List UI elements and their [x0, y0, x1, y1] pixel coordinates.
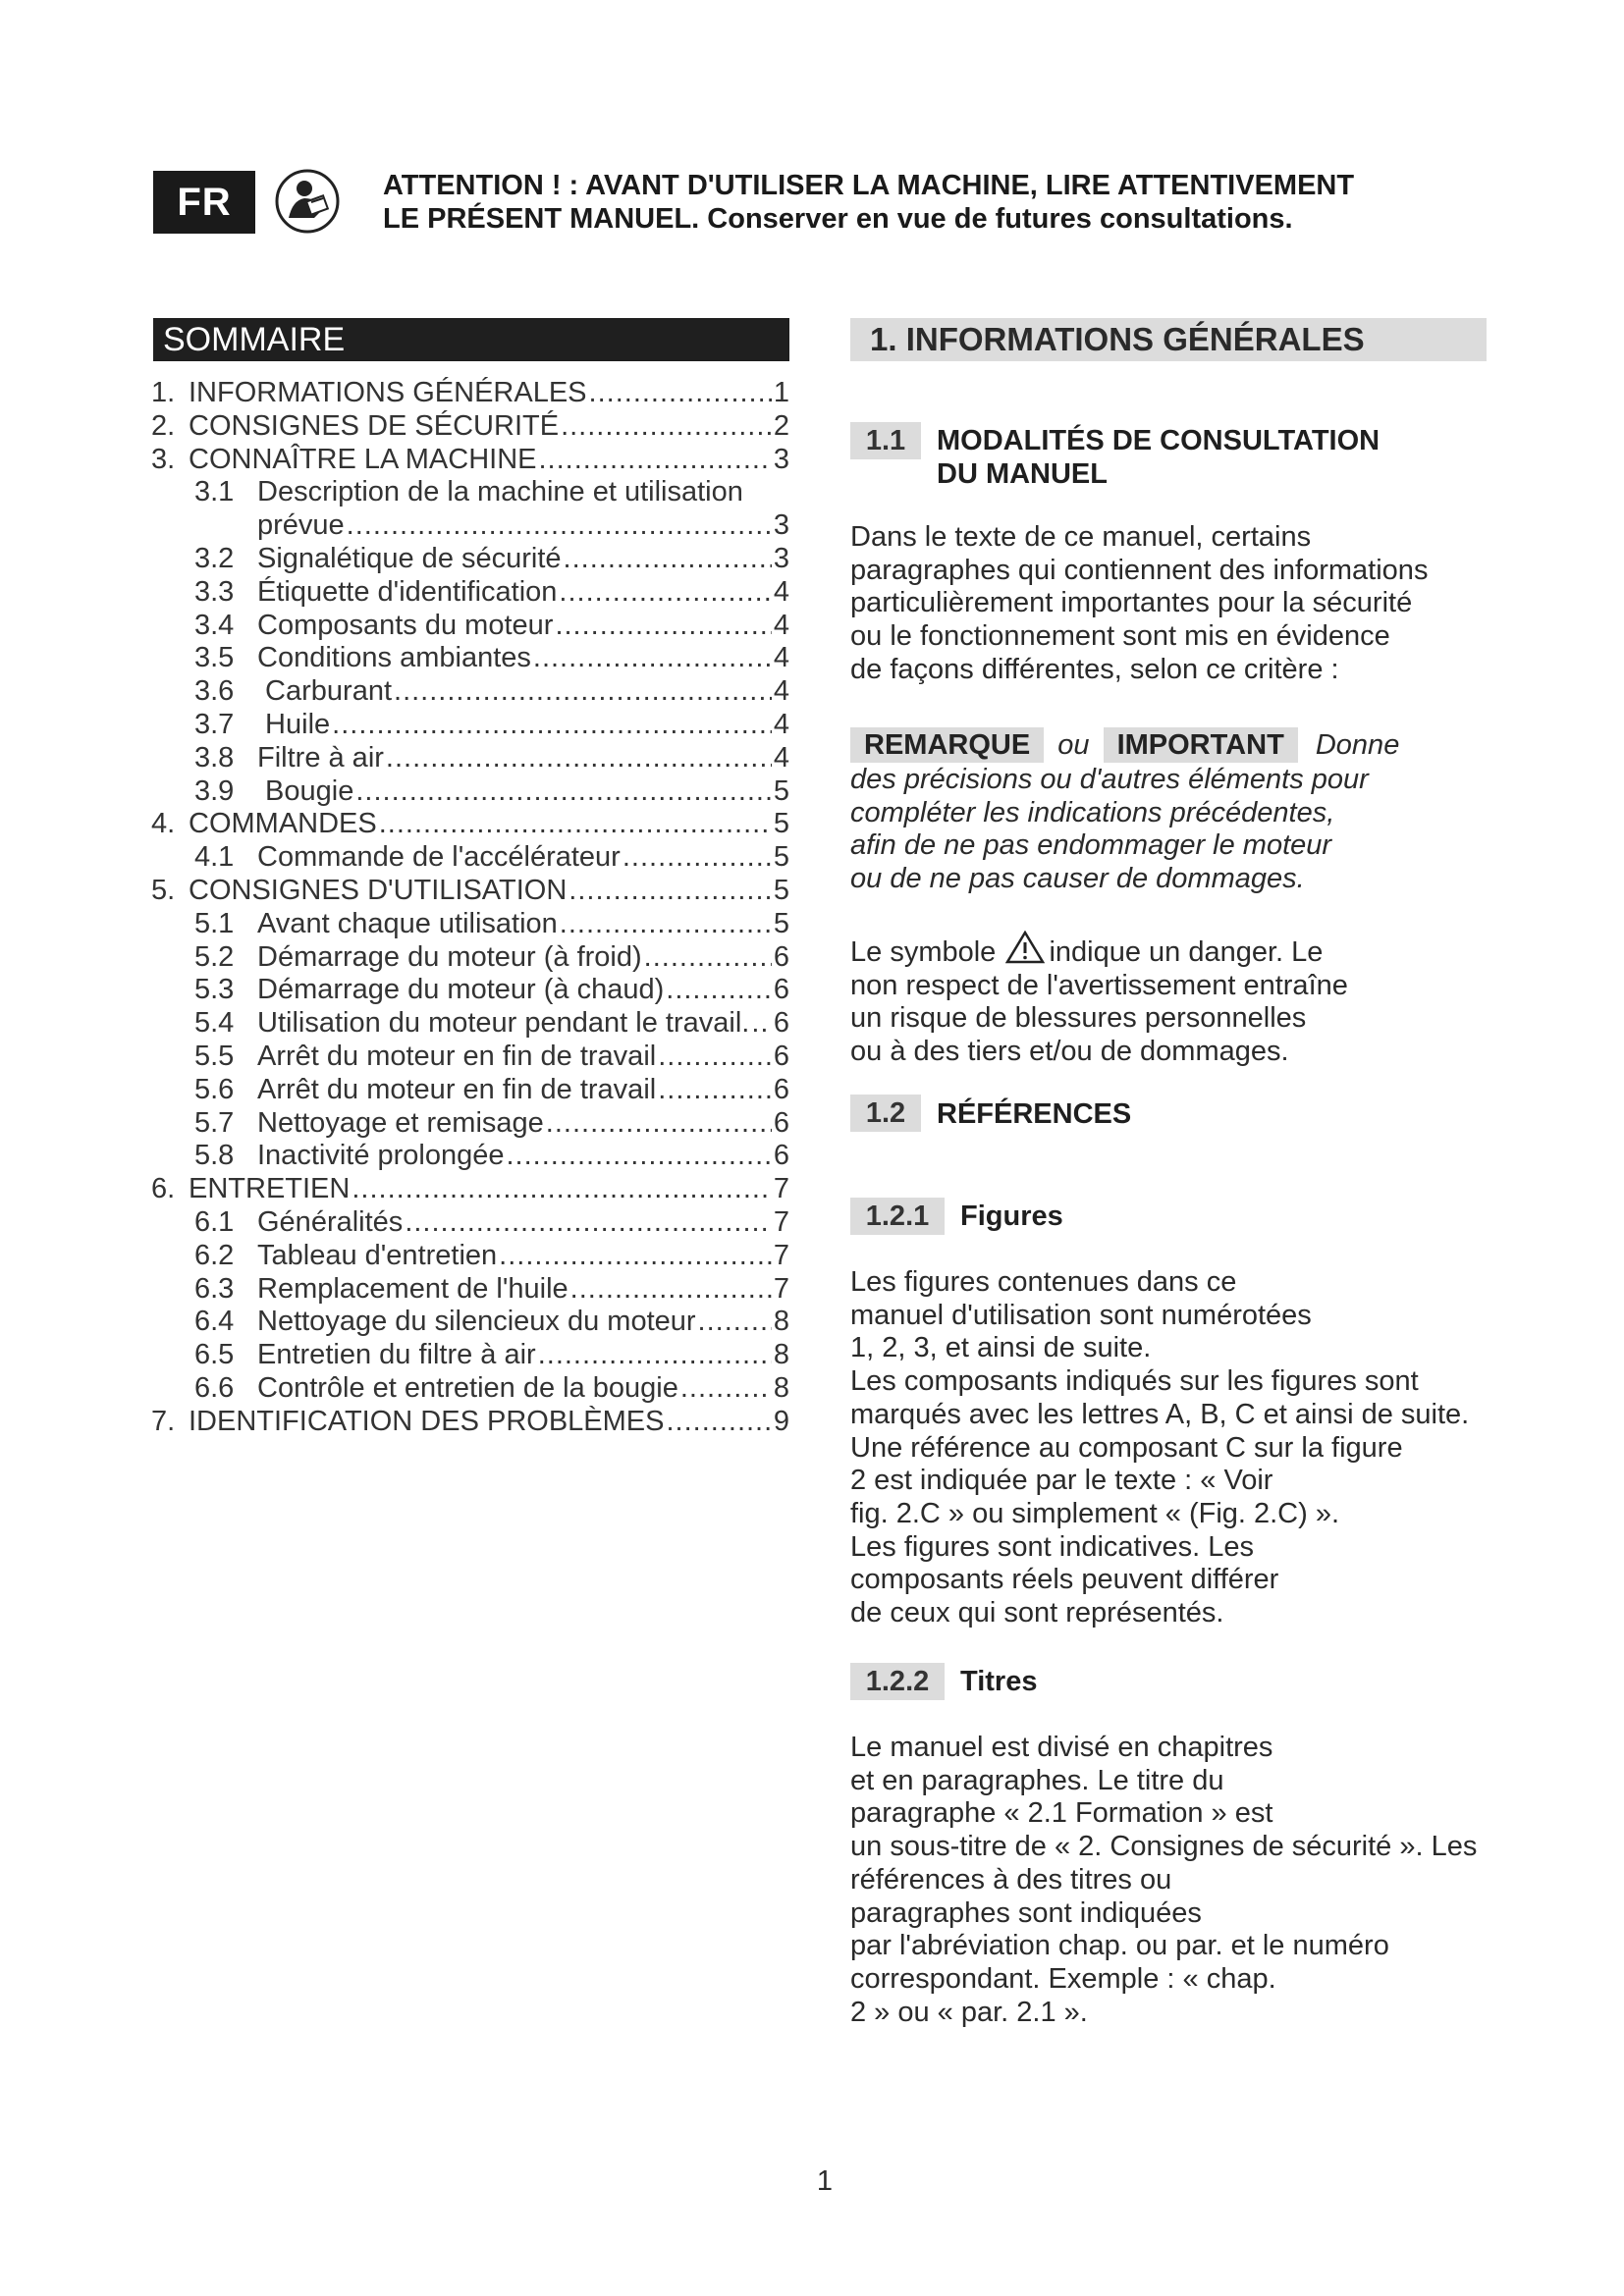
text-line: particulièrement importantes pour la sécurité	[850, 587, 1413, 619]
toc-leader-dots	[751, 1007, 772, 1041]
toc-leader-dots	[533, 642, 772, 675]
section-number: 1.2.2	[850, 1663, 945, 1700]
text-line: marqués avec les lettres A, B, C et ainsi de suite.	[850, 1398, 1470, 1430]
toc-leader-dots	[405, 1206, 772, 1240]
toc-entry-number: 3.3	[194, 575, 235, 608]
safety-warning	[383, 169, 1512, 236]
text-line: Dans le texte de ce manuel, certains	[850, 521, 1312, 553]
toc-entry-page: 4	[773, 675, 789, 708]
toc-entry-title: Démarrage du moteur (à chaud)	[257, 974, 665, 1006]
toc-entry	[151, 675, 789, 709]
toc-leader-dots	[332, 709, 772, 742]
toc-entry-number: 6.3	[194, 1272, 235, 1305]
toc-entry-number: 4.1	[194, 841, 235, 874]
text-line: composants réels peuvent différer	[850, 1564, 1279, 1596]
toc-entry-page: 7	[773, 1239, 789, 1271]
toc-entry	[151, 841, 789, 875]
toc-leader-dots	[623, 841, 772, 875]
toc-leader-dots	[379, 808, 772, 841]
toc-entry-title: Arrêt du moteur en fin de travail	[257, 1073, 657, 1105]
section-number: 1.1	[850, 422, 921, 459]
subsection-title	[937, 424, 1380, 491]
toc-leader-dots	[564, 543, 772, 576]
toc-leader-dots	[666, 974, 772, 1007]
toc-entry-number: 3.4	[194, 609, 235, 641]
toc-entry	[151, 808, 789, 841]
text-line: fig. 2.C » ou simplement « (Fig. 2.C) ».	[850, 1497, 1340, 1529]
toc-entry	[151, 509, 789, 543]
text-line: ou à des tiers et/ou de dommages.	[850, 1036, 1289, 1068]
text-line: afin de ne pas endommager le moteur	[850, 829, 1332, 862]
warning-line: LE PRÉSENT MANUEL. Conserver en vue de futures consultations.	[383, 203, 1293, 235]
toc-entry-number: 6.6	[194, 1371, 235, 1404]
toc-entry-page: 8	[773, 1306, 789, 1338]
toc-entry-page: 8	[773, 1339, 789, 1371]
remarque-tag: REMARQUE	[850, 727, 1044, 763]
toc-entry-number: 3.	[151, 443, 176, 475]
toc-entry-number: 5.2	[194, 940, 235, 973]
text-line: références à des titres ou	[850, 1863, 1172, 1896]
toc-leader-dots	[555, 610, 771, 643]
toc-entry	[151, 908, 789, 941]
toc-entry	[151, 377, 789, 410]
danger-paragraph	[850, 931, 1498, 1069]
text-line: de façons différentes, selon ce critère :	[850, 653, 1339, 685]
toc-entry-page: 2	[773, 409, 789, 442]
toc-entry	[151, 1372, 789, 1406]
page-number: 1	[816, 2165, 834, 2197]
text-line: des précisions ou d'autres éléments pour	[850, 764, 1369, 795]
toc-entry-number: 5.3	[194, 974, 235, 1006]
toc-entry-title: Description de la machine et utilisation	[257, 476, 743, 508]
toc-entry-title: Entretien du filtre à air	[257, 1339, 536, 1371]
toc-entry-number: 5.6	[194, 1073, 235, 1105]
toc-leader-dots	[538, 1339, 772, 1372]
table-of-contents	[151, 377, 789, 1439]
text-line: paragraphes qui contiennent des informations	[850, 554, 1429, 586]
toc-leader-dots	[386, 742, 772, 775]
toc-entry-page: 7	[773, 1205, 789, 1238]
text-line: par l'abréviation chap. ou par. et le numéro	[850, 1930, 1389, 1962]
toc-entry-number: 5.4	[194, 1007, 235, 1040]
toc-entry-title: Contrôle et entretien de la bougie	[257, 1371, 678, 1404]
toc-entry-page: 3	[773, 509, 789, 542]
toc-leader-dots	[658, 1074, 772, 1107]
text-line: un risque de blessures personnelles	[850, 1002, 1307, 1035]
toc-entry-title: Huile	[257, 708, 331, 740]
toc-entry	[151, 444, 789, 477]
text-line: Les figures sont indicatives. Les	[850, 1530, 1255, 1563]
toc-entry-number: 3.1	[194, 476, 235, 508]
toc-entry	[151, 742, 789, 775]
toc-entry-number: 6.1	[194, 1205, 235, 1238]
toc-entry-title: prévue	[257, 509, 345, 542]
toc-entry	[151, 576, 789, 610]
toc-leader-dots	[680, 1372, 772, 1406]
toc-entry-title: Arrêt du moteur en fin de travail	[257, 1040, 657, 1072]
language-badge: FR	[153, 171, 255, 234]
toc-entry-title: Filtre à air	[257, 741, 384, 774]
toc-entry-page: 1	[773, 377, 789, 408]
subsection-title: RÉFÉRENCES	[937, 1098, 1132, 1130]
paragraph	[850, 521, 1498, 687]
toc-leader-dots	[658, 1041, 772, 1074]
subsection-title: Figures	[960, 1201, 1063, 1232]
text-line: 1, 2, 3, et ainsi de suite.	[850, 1332, 1152, 1364]
text-line: correspondant. Exemple : « chap.	[850, 1962, 1276, 1995]
toc-entry	[151, 1406, 789, 1439]
toc-entry	[151, 610, 789, 643]
toc-entry-page: 4	[773, 642, 789, 674]
toc-entry-page: 9	[773, 1405, 789, 1437]
toc-entry-page: 6	[773, 1140, 789, 1172]
toc-entry-title: CONNAÎTRE LA MACHINE	[189, 443, 537, 475]
toc-leader-dots	[561, 410, 772, 444]
toc-entry-page: 7	[773, 1173, 789, 1205]
toc-entry-page: 5	[773, 907, 789, 939]
toc-entry-title: CONSIGNES DE SÉCURITÉ	[189, 409, 560, 442]
toc-entry-number: 3.9	[194, 774, 235, 807]
toc-entry-title: CONSIGNES D'UTILISATION	[189, 874, 568, 906]
toc-entry	[151, 543, 789, 576]
toc-leader-dots	[355, 775, 772, 809]
text-line: un sous-titre de « 2. Consignes de sécurité ». Les	[850, 1831, 1478, 1863]
text-line: paragraphes sont indiquées	[850, 1896, 1202, 1929]
warning-line: ATTENTION ! : AVANT D'UTILISER LA MACHINE, LIRE ATTENTIVEMENT	[383, 170, 1355, 201]
toc-entry	[151, 410, 789, 444]
important-tag: IMPORTANT	[1104, 727, 1298, 763]
toc-entry-title: Bougie	[257, 774, 354, 807]
toc-entry-title: ENTRETIEN	[189, 1173, 351, 1205]
toc-entry-title: Démarrage du moteur (à froid)	[257, 940, 642, 973]
subsection-title-line: DU MANUEL	[937, 458, 1108, 490]
toc-entry	[151, 1339, 789, 1372]
text-line: manuel d'utilisation sont numérotées	[850, 1299, 1312, 1331]
toc-entry-number: 3.8	[194, 741, 235, 774]
toc-entry-number: 1.	[151, 377, 176, 408]
toc-entry	[151, 476, 789, 509]
toc-entry	[151, 1007, 789, 1041]
text-line: ou le fonctionnement sont mis en évidence	[850, 620, 1390, 653]
note-text: Donne	[1315, 729, 1400, 761]
toc-entry-number: 5.8	[194, 1140, 235, 1172]
toc-leader-dots	[698, 1306, 772, 1339]
toc-entry	[151, 875, 789, 908]
toc-entry-page: 8	[773, 1371, 789, 1404]
toc-leader-dots	[570, 1273, 772, 1307]
toc-entry-page: 4	[773, 575, 789, 608]
read-manual-icon	[275, 169, 340, 234]
toc-entry	[151, 974, 789, 1007]
toc-entry	[151, 1240, 789, 1273]
toc-entry-title: Généralités	[257, 1205, 404, 1238]
toc-entry-title: Tableau d'entretien	[257, 1239, 498, 1271]
toc-entry-page: 6	[773, 1073, 789, 1105]
toc-leader-dots	[666, 1406, 771, 1439]
toc-leader-dots	[347, 509, 772, 543]
toc-entry-title: Commande de l'accélérateur	[257, 841, 621, 874]
toc-entry-title: Nettoyage et remisage	[257, 1106, 544, 1139]
toc-entry-page: 5	[773, 841, 789, 874]
toc-entry-page: 4	[773, 741, 789, 774]
toc-entry-title: Utilisation du moteur pendant le travail.	[257, 1007, 750, 1040]
toc-entry-page: 5	[773, 774, 789, 807]
text-line: ou de ne pas causer de dommages.	[850, 863, 1305, 895]
toc-entry	[151, 1273, 789, 1307]
text-span: indique un danger. Le	[1049, 936, 1324, 968]
toc-entry	[151, 941, 789, 975]
note-paragraph	[850, 726, 1498, 896]
toc-entry-page: 5	[773, 808, 789, 840]
subsection-title: Titres	[960, 1666, 1038, 1697]
toc-entry-page: 4	[773, 708, 789, 740]
toc-entry-title: Inactivité prolongée	[257, 1140, 505, 1172]
toc-entry-page: 6	[773, 940, 789, 973]
toc-entry-title: COMMANDES	[189, 808, 377, 840]
toc-entry-page: 5	[773, 874, 789, 906]
text-line: 2 est indiquée par le texte : « Voir	[850, 1465, 1273, 1497]
text-line: Le manuel est divisé en chapitres	[850, 1732, 1273, 1763]
section-number: 1.2	[850, 1095, 921, 1132]
text-line: 2 » ou « par. 2.1 ».	[850, 1996, 1088, 2028]
toc-entry-title: Carburant	[257, 675, 393, 708]
toc-leader-dots	[568, 875, 772, 908]
toc-leader-dots	[499, 1240, 772, 1273]
toc-leader-dots	[539, 444, 772, 477]
toc-leader-dots	[589, 377, 772, 410]
toc-entry-number: 5.1	[194, 907, 235, 939]
toc-leader-dots	[644, 941, 772, 975]
toc-entry-number: 3.6	[194, 675, 235, 708]
paragraph	[850, 1266, 1498, 1630]
toc-entry-title: Remplacement de l'huile	[257, 1272, 568, 1305]
toc-entry	[151, 1306, 789, 1339]
toc-leader-dots	[507, 1140, 772, 1173]
section-number: 1.2.1	[850, 1198, 945, 1235]
toc-entry-number: 5.	[151, 874, 176, 906]
toc-entry-title: Étiquette d'identification	[257, 575, 558, 608]
toc-entry-page: 7	[773, 1272, 789, 1305]
toc-entry-number: 5.5	[194, 1040, 235, 1072]
text-line: et en paragraphes. Le titre du	[850, 1764, 1224, 1796]
toc-entry	[151, 1206, 789, 1240]
toc-entry-title: Conditions ambiantes	[257, 642, 531, 674]
toc-entry	[151, 709, 789, 742]
toc-entry-page: 3	[773, 542, 789, 574]
toc-entry-title: Nettoyage du silencieux du moteur	[257, 1306, 696, 1338]
subsection-title-line: MODALITÉS DE CONSULTATION	[937, 425, 1380, 456]
toc-entry	[151, 1107, 789, 1141]
toc-entry-page: 6	[773, 1007, 789, 1040]
text-line: paragraphe « 2.1 Formation » est	[850, 1797, 1273, 1830]
toc-entry-number: 6.5	[194, 1339, 235, 1371]
toc-entry-number: 4.	[151, 808, 176, 840]
text-line: de ceux qui sont représentés.	[850, 1597, 1224, 1629]
toc-entry-number: 3.2	[194, 542, 235, 574]
text-line: compléter les indications précédentes,	[850, 796, 1335, 828]
toc-entry-number: 2.	[151, 409, 176, 442]
toc-entry-number: 6.2	[194, 1239, 235, 1271]
toc-entry	[151, 1140, 789, 1173]
toc-entry-number: 6.	[151, 1173, 176, 1205]
toc-leader-dots	[560, 908, 772, 941]
text-span: Le symbole	[850, 936, 997, 968]
toc-entry-number: 7.	[151, 1405, 176, 1437]
toc-entry	[151, 775, 789, 809]
toc-entry-title: Signalétique de sécurité	[257, 542, 562, 574]
toc-entry-page: 3	[773, 443, 789, 475]
toc-entry-number: 3.7	[194, 708, 235, 740]
toc-entry-number: 3.5	[194, 642, 235, 674]
toc-entry-title: Avant chaque utilisation	[257, 907, 558, 939]
paragraph	[850, 1732, 1498, 2029]
toc-leader-dots	[394, 675, 772, 709]
toc-entry	[151, 642, 789, 675]
toc-entry-page: 6	[773, 1106, 789, 1139]
toc-entry-page: 4	[773, 609, 789, 641]
text-line: Les composants indiqués sur les figures sont	[850, 1365, 1419, 1398]
toc-leader-dots	[546, 1107, 772, 1141]
text-line: non respect de l'avertissement entraîne	[850, 969, 1348, 1001]
text-line: Les figures contenues dans ce	[850, 1266, 1237, 1298]
toc-entry-page: 6	[773, 1040, 789, 1072]
note-or: ou	[1057, 729, 1090, 761]
toc-entry-number: 5.7	[194, 1106, 235, 1139]
toc-entry-page: 6	[773, 974, 789, 1006]
text-line: Une référence au composant C sur la figure	[850, 1431, 1403, 1464]
toc-leader-dots	[559, 576, 771, 610]
toc-entry-title: INFORMATIONS GÉNÉRALES	[189, 377, 587, 408]
toc-entry	[151, 1041, 789, 1074]
toc-leader-dots	[352, 1173, 772, 1206]
toc-entry-number: 6.4	[194, 1306, 235, 1338]
warning-triangle-icon	[1005, 931, 1045, 962]
toc-entry	[151, 1074, 789, 1107]
toc-entry	[151, 1173, 789, 1206]
toc-title: SOMMAIRE	[153, 318, 789, 361]
section-heading: 1. INFORMATIONS GÉNÉRALES	[850, 318, 1487, 361]
toc-entry-title: Composants du moteur	[257, 609, 554, 641]
toc-entry-title: IDENTIFICATION DES PROBLÈMES	[189, 1405, 665, 1437]
